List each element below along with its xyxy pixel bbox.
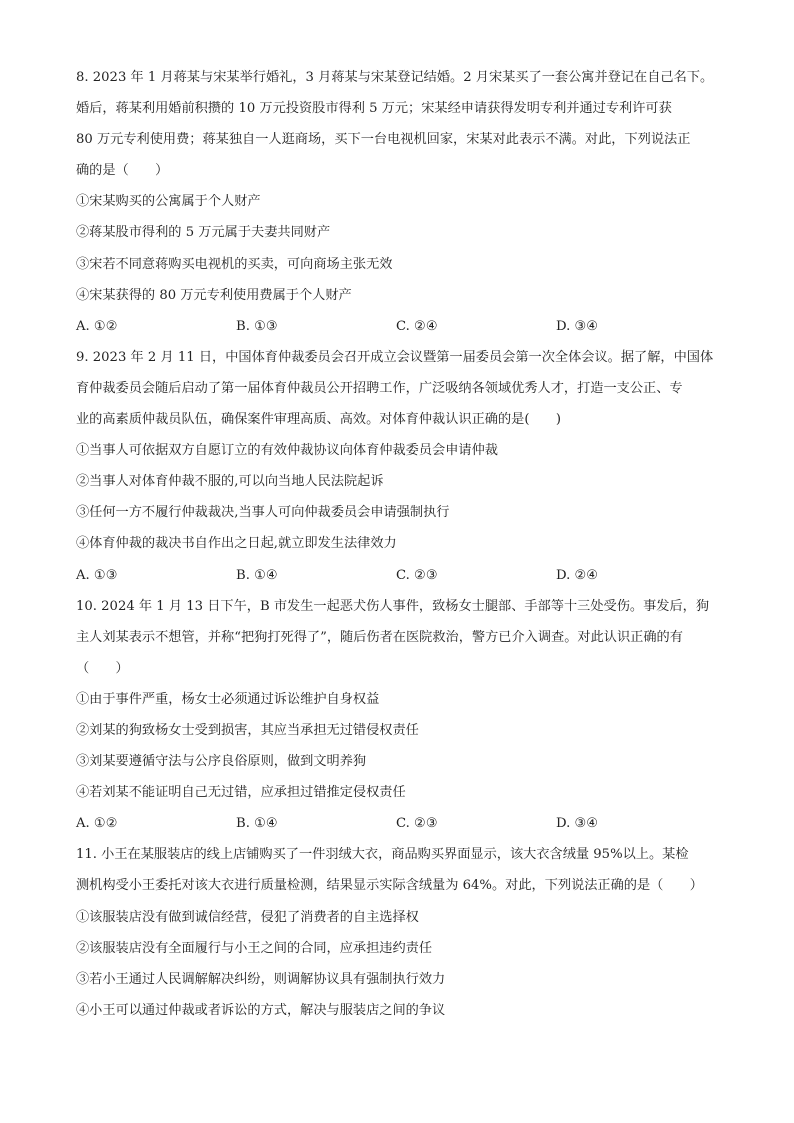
statement-item: ④宋某获得的 80 万元专利使用费属于个人财产: [76, 287, 352, 303]
question-stem-line: 11. 小王在某服装店的线上店铺购买了一件羽绒大衣，商品购买界面显示，该大衣含绒量 95%以上。某检: [76, 847, 689, 863]
option-c: C. ②③: [396, 567, 438, 583]
question-8: [76, 62, 726, 342]
statement-item: ②刘某的狗致杨女士受到损害，其应当承担无过错侵权责任: [76, 722, 419, 738]
option-d: D. ③④: [556, 816, 599, 832]
statement-item: ②当事人对体育仲裁不服的,可以向当地人民法院起诉: [76, 474, 384, 490]
option-b: B. ①③: [236, 318, 278, 334]
question-11: [76, 839, 726, 1026]
answer-options: [76, 311, 726, 342]
option-b: B. ①④: [236, 567, 278, 583]
option-d: D. ②④: [556, 567, 599, 583]
question-stem-line: 育仲裁委员会随后启动了第一届体育仲裁员公开招聘工作，广泛吸纳各领域优秀人才，打造一支公正、专: [76, 380, 683, 396]
statement-item: ①宋某购买的公寓属于个人财产: [76, 194, 261, 210]
statement-item: ④小王可以通过仲裁或者诉讼的方式，解决与服装店之间的争议: [76, 1002, 446, 1018]
question-9: [76, 342, 726, 591]
option-a: A. ①③: [76, 567, 118, 583]
question-stem-line: 测机构受小王委托对该大衣进行质量检测，结果显示实际含绒量为 64%。对此，下列说法正确的是（ ）: [76, 878, 703, 894]
question-stem-line: 8. 2023 年 1 月蒋某与宋某举行婚礼，3 月蒋某与宋某登记结婚。2 月宋某买了一套公寓并登记在自己名下。: [76, 70, 714, 85]
question-stem-line: 9. 2023 年 2 月 11 日，中国体育仲裁委员会召开成立会议暨第一届委员会第一次全体会议。据了解，中国体: [76, 349, 714, 365]
question-stem-line: 业的高素质仲裁员队伍，确保案件审理高质、高效。对体育仲裁认识正确的是( ): [76, 412, 562, 428]
question-10: [76, 591, 726, 840]
statement-item: ④若刘某不能证明自己无过错，应承担过错推定侵权责任: [76, 785, 406, 801]
option-c: C. ②③: [396, 816, 438, 832]
statement-item: ①由于事件严重，杨女士必须通过诉讼维护自身权益: [76, 691, 380, 707]
statement-item: ③刘某要遵循守法与公序良俗原则，做到文明养狗: [76, 754, 367, 770]
option-d: D. ③④: [556, 318, 599, 334]
option-c: C. ②④: [396, 318, 438, 334]
statement-item: ②蒋某股市得利的 5 万元属于夫妻共同财产: [76, 225, 331, 241]
statement-item: ④体育仲裁的裁决书自作出之日起,就立即发生法律效力: [76, 536, 397, 552]
statement-item: ③任何一方不履行仲裁裁决,当事人可向仲裁委员会申请强制执行: [76, 505, 450, 521]
answer-options: [76, 808, 726, 839]
question-stem-line: 主人刘某表示不想管，并称“把狗打死得了”，随后伤者在医院救治，警方已介入调查。对此认识正确的有: [76, 629, 683, 645]
option-b: B. ①④: [236, 816, 278, 832]
question-stem-line: （ ）: [76, 660, 129, 676]
question-stem-line: 确的是（ ）: [76, 163, 169, 179]
statement-item: ③宋若不同意蒋购买电视机的买卖，可向商场主张无效: [76, 256, 393, 272]
statement-item: ③若小王通过人民调解解决纠纷，则调解协议具有强制执行效力: [76, 971, 446, 987]
question-stem-line: 婚后，蒋某利用婚前积攒的 10 万元投资股市得利 5 万元；宋某经申请获得发明专利并通过专利许可获: [76, 101, 672, 117]
option-a: A. ①②: [76, 816, 118, 832]
answer-options: [76, 560, 726, 591]
question-stem-line: 80 万元专利使用费；蒋某独自一人逛商场，买下一台电视机回家，宋某对此表示不满。对此，下列说法正: [76, 132, 691, 148]
exam-page: [76, 62, 726, 1026]
question-stem-line: 10. 2024 年 1 月 13 日下午，B 市发生一起恶犬伤人事件，致杨女士腿部、手部等十三处受伤。事发后，狗: [76, 598, 710, 614]
statement-item: ①该服装店没有做到诚信经营，侵犯了消费者的自主选择权: [76, 909, 419, 925]
statement-item: ①当事人可依据双方自愿订立的有效仲裁协议向体育仲裁委员会申请仲裁: [76, 443, 498, 459]
option-a: A. ①②: [76, 318, 118, 334]
statement-item: ②该服装店没有全面履行与小王之间的合同，应承担违约责任: [76, 940, 433, 956]
